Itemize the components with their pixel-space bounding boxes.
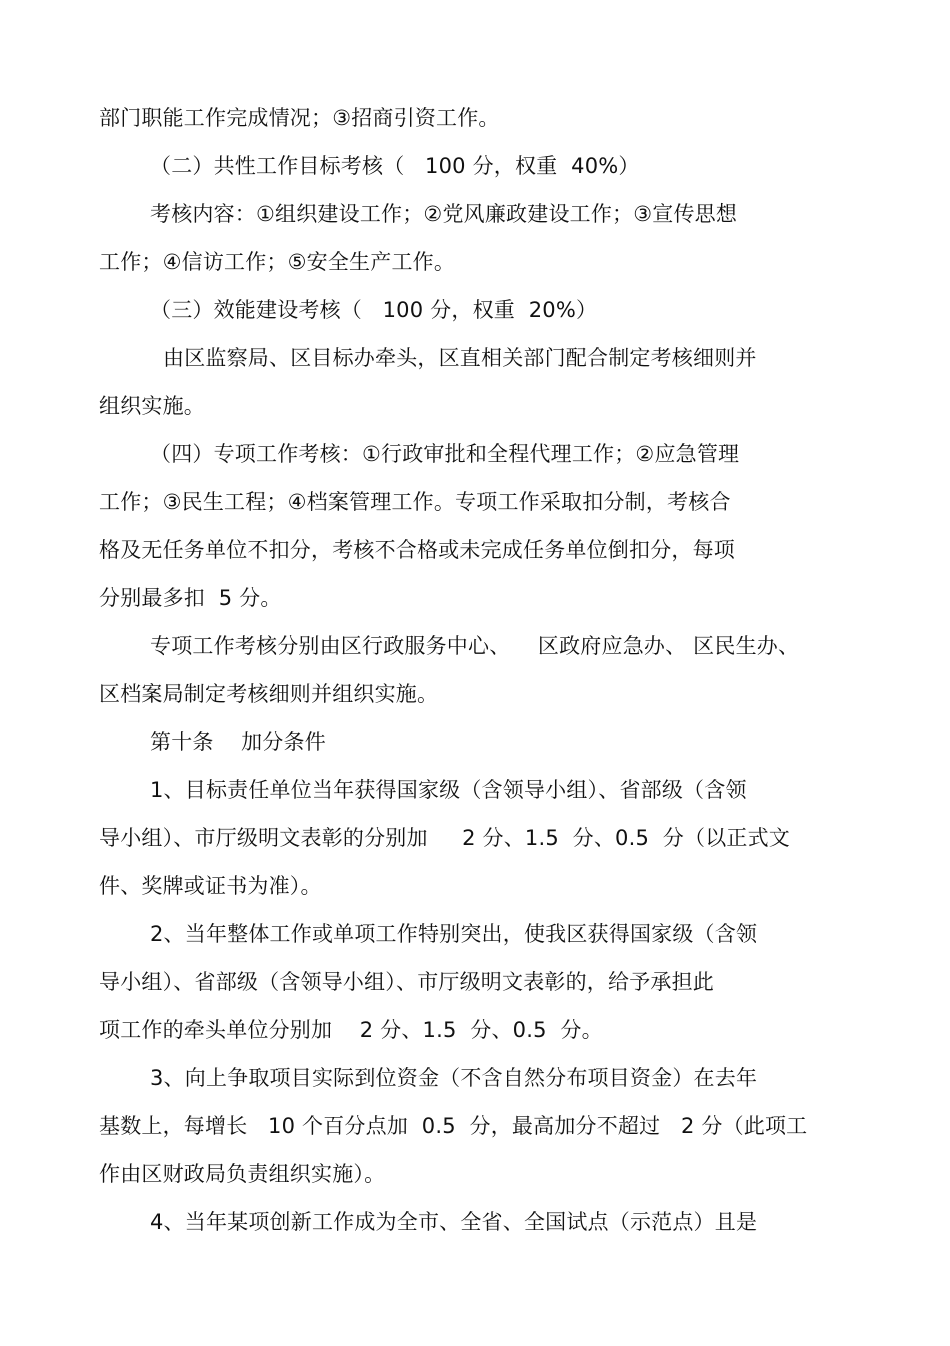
list-item: 1、目标责任单位当年获得国家级（含领导小组）、省部级（含领 [150,778,747,802]
text-line: 考核内容：①组织建设工作；②党风廉政建设工作；③宣传思想 [150,202,738,226]
text-line: 专项工作考核分别由区行政服务中心、 区政府应急办、 区民生办、 [150,634,800,658]
text-line: 由区监察局、区目标办牵头，区直相关部门配合制定考核细则并 [163,346,757,370]
text-line: 工作；④信访工作；⑤安全生产工作。 [99,250,456,274]
text-line: 件、奖牌或证书为准）。 [99,874,322,898]
text-line: 区档案局制定考核细则并组织实施。 [99,682,439,706]
text-line: 基数上，每增长 10 个百分点加 0.5 分，最高加分不超过 2 分（此项工 [99,1114,808,1138]
text-line: 组织实施。 [99,394,205,418]
text-line: 部门职能工作完成情况；③招商引资工作。 [99,106,500,130]
text-line: 导小组）、省部级（含领导小组）、市厅级明文表彰的，给予承担此 [99,970,714,994]
section-heading: （三）效能建设考核（ 100 分，权重 20%） [150,298,598,322]
list-item: 4、当年某项创新工作成为全市、全省、全国试点（示范点）且是 [150,1210,758,1234]
text-line: 格及无任务单位不扣分，考核不合格或未完成任务单位倒扣分，每项 [99,538,735,562]
section-heading: （二）共性工作目标考核（ 100 分，权重 40%） [150,154,640,178]
article-heading: 第十条 加分条件 [150,730,326,754]
text-line: 导小组）、市厅级明文表彰的分别加 2 分、1.5 分、0.5 分（以正式文 [99,826,791,850]
list-item: 3、向上争取项目实际到位资金（不含自然分布项目资金）在去年 [150,1066,758,1090]
text-line: 分别最多扣 5 分。 [99,586,282,610]
list-item: 2、当年整体工作或单项工作特别突出，使我区获得国家级（含领 [150,922,758,946]
text-line: 作由区财政局负责组织实施）。 [99,1162,386,1186]
section-heading: （四）专项工作考核：①行政审批和全程代理工作；②应急管理 [150,442,740,466]
text-line: 工作；③民生工程；④档案管理工作。专项工作采取扣分制，考核合 [99,490,731,514]
text-line: 项工作的牵头单位分别加 2 分、1.5 分、0.5 分。 [99,1018,603,1042]
